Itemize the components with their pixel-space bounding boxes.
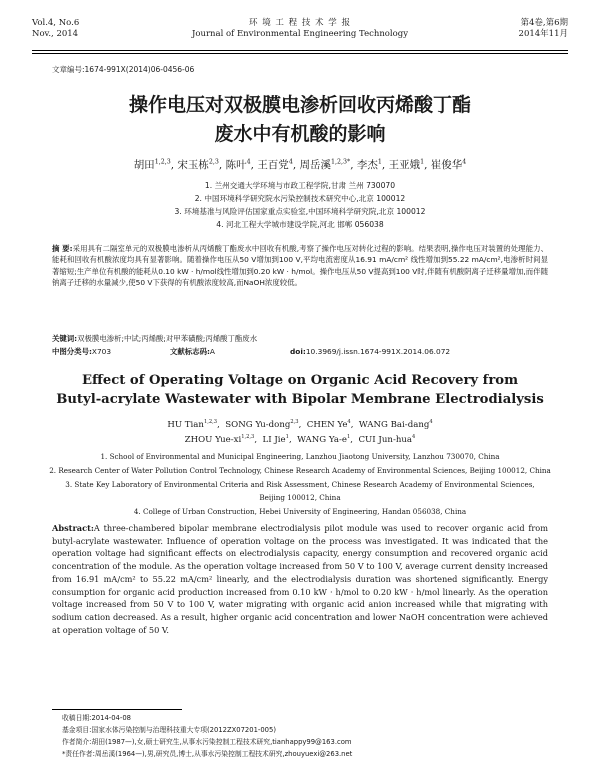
chinese-keywords (52, 333, 548, 344)
author: LI Jie$^1$ (262, 434, 289, 445)
english-abstract-text: A three-chambered bipolar membrane electrodialysis pilot module was used to recover organic acid from butyl-acrylate wastewater. Influence of operation voltage on the process was investigated. It was indicated that the operation voltage had significant effects on electrodialysis capacity, energy consumption and recovered organic acid concentration of the module. As the operation voltage increased from 50 V to 100 V, average current density increased from 16.91 mA/cm² to 55.22 mA/cm² linearly, and the electrodialysis duration was shortened significantly. Energy consumption for organic acid production increased from 0.10 kW · h/mol to 0.20 kW · h/mol linearly. As the operation voltage increased from 50 V to 100 V, water migrating with organic acid anion increased while that migrating with sodium cation decreased. As a result, higher organic acid concentration and lower NaOH concentration were achieved at operation voltage of 50 V. (52, 523, 548, 635)
clc-number: 中图分类号:X703 (52, 347, 112, 356)
english-affiliation: 4. College of Urban Construction, Hebei University of Engineering, Handan 056038, China (133, 507, 467, 516)
chinese-title (0, 91, 600, 149)
author: 崔俊华$^4$ (430, 158, 467, 171)
doi: doi:10.3969/j.issn.1674-991X.2014.06.072 (290, 347, 451, 356)
english-abstract (52, 522, 548, 636)
author: WANG $Ya-e^1$ (297, 434, 351, 445)
funding-note: 基金项目:国家水体污染控制与治理科技重大专项(2012ZX07201-005) (62, 726, 276, 734)
english-author-line-2: ZHOU Yue-xi$^{1,2,3}$, LI Jie$^1$, WANG $Ya-e^1$, CUI Jun-hua$^4$ (184, 434, 416, 445)
corresponding-author: *责任作者:周岳溪(1964—),男,研究员,博士,从事水污染控制工程技术研究,zhouyuexi@263.net (62, 750, 353, 758)
chinese-affiliation: 3. 环境基准与风险评估国家重点实验室,中国环境科学研究院,北京 100012 (174, 207, 426, 216)
english-title-line-2: Butyl-acrylate Wastewater with Bipolar Membrane Electrodialysis (56, 392, 544, 407)
volume-issue: Vol.4, No.6 (32, 18, 80, 28)
header-rule (32, 50, 568, 51)
chinese-author-list: 胡田$^{1,2,3}$, 宋玉栋$^{2,3}$, 陈叶$^4$, 王百党$^4$, 周岳溪$^{1,2,3*}$, 李杰$^1$, 王亚娥$^1$, 崔俊华$^4$ (133, 158, 467, 171)
english-abstract-label: Abstract: (52, 523, 94, 533)
author: 李杰$^1$ (356, 158, 382, 171)
chinese-abstract (52, 243, 548, 288)
chinese-title-line-2: 废水中有机酸的影响 (214, 123, 386, 145)
author: 王百党$^4$ (257, 158, 293, 171)
chinese-title-line-1: 操作电压对双极膜电渗析回收丙烯酸丁酯 (128, 94, 471, 116)
volume-issue-cn: 第4卷,第6期 (520, 18, 568, 28)
chinese-abstract-label: 摘 要: (52, 244, 73, 253)
received-date: 收稿日期:2014-04-08 (62, 714, 131, 722)
header-rule-thin (32, 53, 568, 54)
english-affiliation: Beijing 100012, China (259, 493, 341, 502)
chinese-affiliation: 1. 兰州交通大学环境与市政工程学院,甘肃 兰州 730070 (204, 181, 396, 190)
author: HU Tian$^{1,2,3}$ (167, 419, 218, 430)
author: CUI Jun-hua$^4$ (358, 434, 416, 445)
author: CHEN Ye$^4$ (306, 419, 351, 430)
header-center (32, 18, 568, 40)
keywords-label: 关键词: (52, 334, 78, 343)
english-author-line-1: HU Tian$^{1,2,3}$, SONG Yu-dong$^{2,3}$, CHEN Ye$^4$, WANG Bai-dang$^4$ (167, 419, 433, 430)
english-affiliation: 1. School of Environmental and Municipal Engineering, Lanzhou Jiaotong University, Lanzhou 730070, China (100, 452, 500, 461)
journal-name-en: Journal of Environmental Engineering Technology (191, 29, 409, 39)
author: 宋玉栋$^{2,3}$ (177, 158, 219, 171)
keywords-text: 双极膜电渗析;中试;丙烯酸;对甲苯磺酸;丙烯酸丁酯废水 (77, 334, 258, 343)
author: WANG Bai-dang$^4$ (358, 419, 433, 430)
author: SONG Yu-dong$^{2,3}$ (225, 419, 299, 430)
chinese-abstract-text: 采用具有二隔室单元的双极膜电渗析从丙烯酸丁酯废水中回收有机酸,考察了操作电压对转化过程的影响。结果表明,操作电压对装置的处理能力、能耗和回收有机酸浓度均具有显著影响。随着操作电压从50 V增加到100 V,平均电流密度从16.91 mA/cm² 线性增加到55.22 mA/cm²,电渗析时间显著缩短;生产单位有机酸的能耗从0.10 kW · h/mol线性增加到0.20 kW · h/mol。操作电压从50 V提高到100 V时,伴随有机酸阴离子迁移量增加,而伴随钠离子迁移的水量减少,使50 V下获得的有机酸浓度较高,而NaOH浓度较低。 (52, 244, 548, 287)
chinese-affiliation: 2. 中国环境科学研究院水污染控制技术研究中心,北京 100012 (194, 194, 406, 203)
english-title-line-1: Effect of Operating Voltage on Organic Acid Recovery from (81, 373, 519, 388)
author: 胡田$^{1,2,3}$ (133, 158, 171, 171)
document-code: 文献标志码:A (170, 347, 215, 356)
english-affiliation: 3. State Key Laboratory of Environmental Criteria and Risk Assessment, Chinese Research Academy of Environmental Sciences, (65, 480, 535, 489)
header-right (519, 18, 568, 40)
article-number: 文章编号:1674-991X(2014)06-0456-06 (52, 65, 195, 74)
author-bio: 作者简介:胡田(1987—),女,硕士研究生,从事水污染控制工程技术研究,tianhappy99@163.com (62, 738, 352, 746)
author: 陈叶$^4$ (225, 158, 251, 171)
issue-date: Nov., 2014 (32, 29, 79, 39)
author: 王亚娥$^1$ (388, 158, 425, 171)
footnote-rule (52, 709, 182, 710)
chinese-affiliation: 4. 河北工程大学城市建设学院,河北 邯郸 056038 (216, 220, 384, 229)
running-header (32, 18, 568, 54)
author: ZHOU Yue-xi$^{1,2,3}$ (184, 434, 255, 445)
author: 周岳溪$^{1,2,3*}$ (299, 158, 351, 171)
english-affiliation: 2. Research Center of Water Pollution Control Technology, Chinese Research Academy of Environmental Sciences, Beijing 100012, China (49, 466, 551, 475)
english-title (0, 371, 600, 409)
issue-date-cn: 2014年11月 (518, 29, 568, 39)
journal-name-cn: 环 境 工 程 技 术 学 报 (249, 18, 351, 28)
